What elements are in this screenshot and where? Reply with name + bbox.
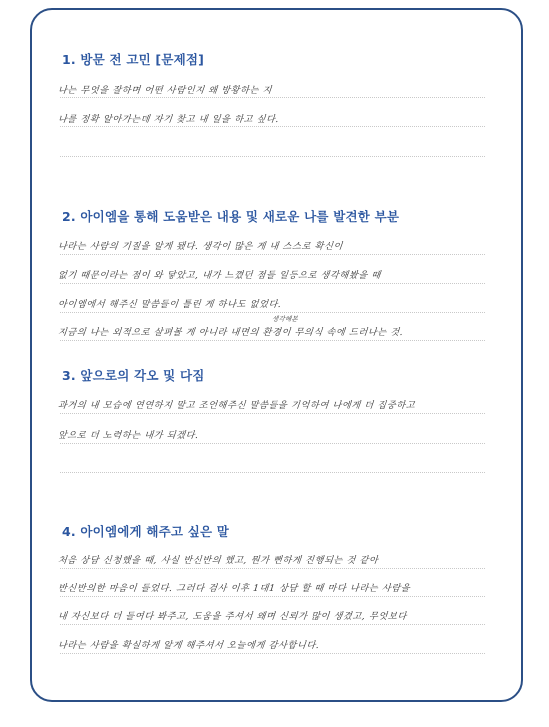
ruled-line: [60, 443, 485, 444]
ruled-line: [60, 126, 485, 127]
section-3-line-2: 앞으로 더 노력하는 내가 되겠다.: [57, 430, 200, 441]
ruled-line: [60, 413, 485, 414]
section-2-inserted-note: 생각해본: [271, 315, 299, 323]
section-4-line-3: 내 자신보다 더 들여다 봐주고, 도움을 주셔서 왜며 신뢰가 많이 생겼고, 무엇보다: [57, 611, 408, 622]
ruled-line: [60, 472, 485, 473]
section-4-line-4: 나라는 사람을 확실하게 알게 해주셔서 오늘에게 감사합니다.: [57, 640, 320, 651]
ruled-line: [60, 254, 485, 255]
section-4-heading: 4. 아이엠에게 해주고 싶은 말: [62, 524, 230, 539]
section-1-line-2: 나를 정확 알아가는데 자기 찾고 내 일을 하고 싶다.: [57, 114, 280, 125]
section-2-line-2: 없기 때문이라는 점이 와 닿았고, 내가 느꼈던 점들 일등으로 생각해봤을 때: [57, 270, 382, 281]
section-2-line-3: 아이엠에서 해주신 말씀들이 틀린 게 하나도 없었다.: [57, 299, 283, 310]
section-4-line-2: 반신반의한 마음이 들었다. 그러다 검사 이후 1대1 상담 할 때 마다 나라는 사람을: [57, 583, 411, 594]
section-3-heading: 3. 앞으로의 각오 및 다짐: [62, 368, 205, 383]
section-3-line-1: 과거의 내 모습에 연연하지 말고 조언해주신 말씀들을 기억하여 나에게 더 집중하고: [57, 400, 416, 411]
section-4-line-1: 처음 상담 신청했을 때, 사실 반신반의 했고, 뭔가 뻔하게 진행되는 것 같아: [57, 555, 379, 566]
ruled-line: [60, 653, 485, 654]
ruled-line: [60, 340, 485, 341]
section-2-heading: 2. 아이엠을 통해 도움받은 내용 및 새로운 나를 발견한 부분: [62, 209, 400, 224]
ruled-line: [60, 283, 485, 284]
ruled-line: [60, 596, 485, 597]
section-2-line-4: 지금의 나는 외적으로 살펴볼 게 아니라 내면의 환경이 무의식 속에 드러나는 것.: [57, 327, 404, 338]
ruled-line: [60, 156, 485, 157]
section-1-heading: 1. 방문 전 고민 [문제점]: [62, 52, 205, 67]
ruled-line: [60, 312, 485, 313]
section-1-line-1: 나는 무엇을 잘하며 어떤 사람인지 왜 방황하는 지: [57, 85, 273, 96]
ruled-line: [60, 97, 485, 98]
ruled-line: [60, 568, 485, 569]
section-2-line-1: 나라는 사람의 기질을 알게 됐다. 생각이 많은 게 내 스스로 확신이: [57, 241, 344, 252]
ruled-line: [60, 624, 485, 625]
